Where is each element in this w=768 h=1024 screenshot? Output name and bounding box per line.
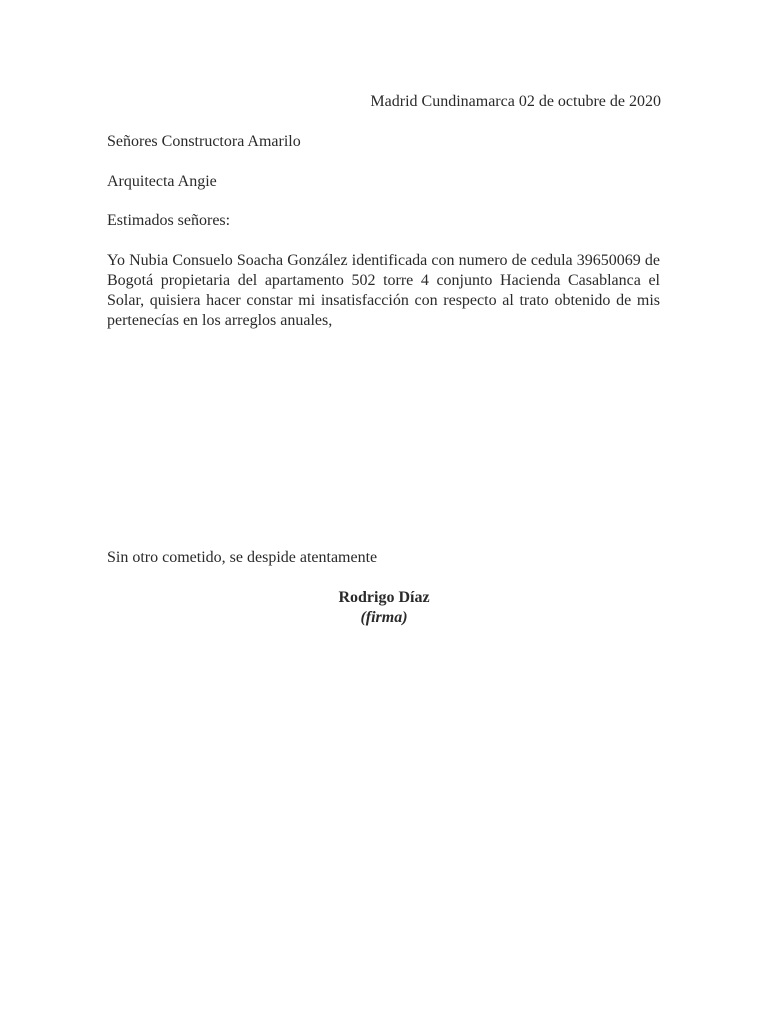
closing-line: Sin otro cometido, se despide atentamente [107, 549, 378, 566]
recipient-line: Señores Constructora Amarilo [107, 133, 301, 150]
salutation: Estimados señores: [107, 212, 231, 229]
place-and-date: Madrid Cundinamarca 02 de octubre de 2020 [370, 93, 661, 110]
signature-block [234, 588, 534, 628]
signature-note: (firma) [360, 609, 408, 626]
signer-name: Rodrigo Díaz [338, 589, 430, 606]
attention-line: Arquitecta Angie [107, 173, 217, 190]
body-paragraph: Yo Nubia Consuelo Soacha González identificada con numero de cedula 39650069 de Bogotá propietaria del apartamento 502 torre 4 conjunto Hacienda Casablanca el Solar, quisiera hacer constar mi insatisfacción con respecto al trato obtenido de mis pertenecías en los arreglos anuales, [107, 252, 660, 329]
